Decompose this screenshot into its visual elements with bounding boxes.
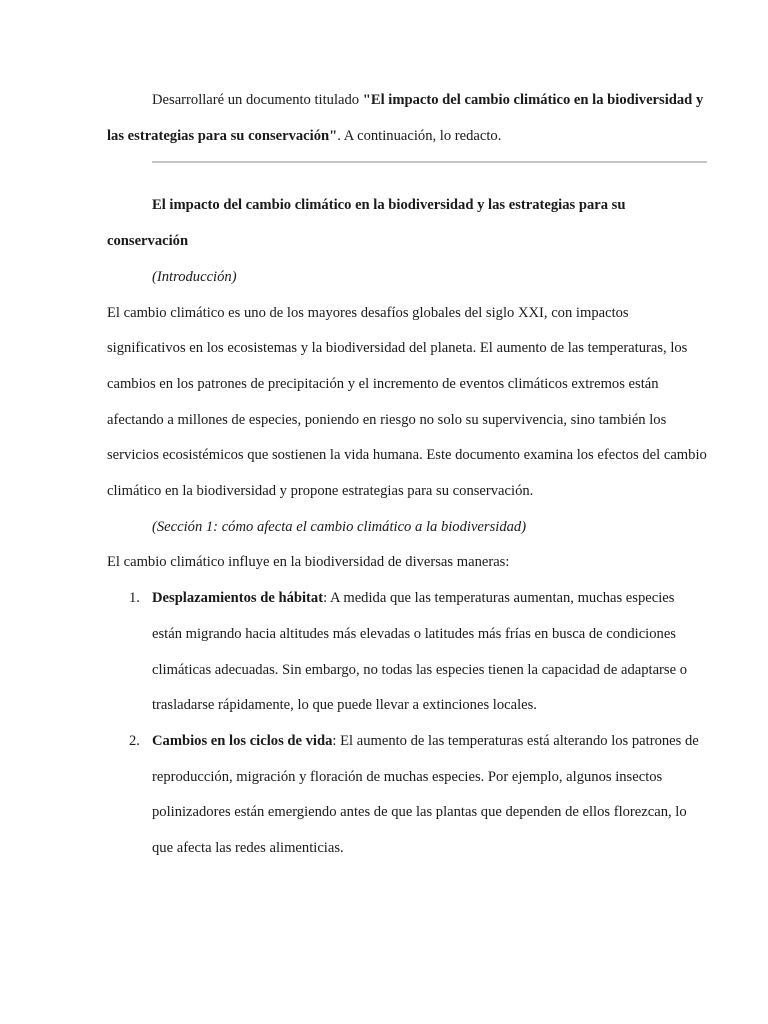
intro-quoted-title: "El impacto del cambio climático en la biodiversidad y las estrategias para su conservación" [107, 92, 704, 144]
document-title: El impacto del cambio climático en la biodiversidad y las estrategias para su conservación [107, 197, 626, 250]
intro-paragraph [107, 83, 707, 154]
list-item-text: : A medida que las temperaturas aumentan, muchas especies están migrando hacia altitudes más elevadas o latitudes más frías en busca de condiciones climáticas adecuadas. Sin embargo, no todas las especies tienen la capacidad de adaptarse o trasladarse rápidamente, lo que puede llevar a extinciones locales. [152, 590, 688, 714]
section1-lead: El cambio climático influye en la biodiversidad de diversas maneras: [107, 554, 510, 571]
document-page [107, 83, 707, 867]
list-item [107, 581, 707, 724]
intro-body-paragraph: El cambio climático es uno de los mayores desafíos globales del siglo XXI, con impactos significativos en los ecosistemas y la biodiversidad del planeta. El aumento de las temperaturas, los cambios en los patrones de precipitación y el incremento de eventos climáticos extremos están afectando a millones de especies, poniendo en riesgo no solo su supervivencia, sino también los servicios ecosistémicos que sostienen la vida humana. Este documento examina los efectos del cambio climático en la biodiversidad y propone estrategias para su conservación. [107, 304, 707, 500]
list-item-term: Cambios en los ciclos de vida [152, 732, 333, 749]
intro-prefix: Desarrollaré un documento titulado [152, 92, 363, 108]
list-item [107, 724, 707, 867]
intro-suffix: . A continuación, lo redacto. [337, 127, 502, 144]
list-item-term: Desplazamientos de hábitat [152, 590, 324, 607]
intro-heading: (Introducción) [152, 268, 237, 285]
horizontal-divider [152, 161, 707, 163]
list-number: 2. [129, 732, 140, 749]
list-item-text: : El aumento de las temperaturas está alterando los patrones de reproducción, migración y floración de muchas especies. Por ejemplo, algunos insectos polinizadores están emergiendo antes de que las plantas que dependen de ellos florezcan, lo que afecta las redes alimenticias. [152, 732, 699, 857]
list-number: 1. [129, 590, 140, 607]
section1-heading: (Sección 1: cómo afecta el cambio climático a la biodiversidad) [152, 518, 527, 535]
impact-list [107, 581, 707, 867]
